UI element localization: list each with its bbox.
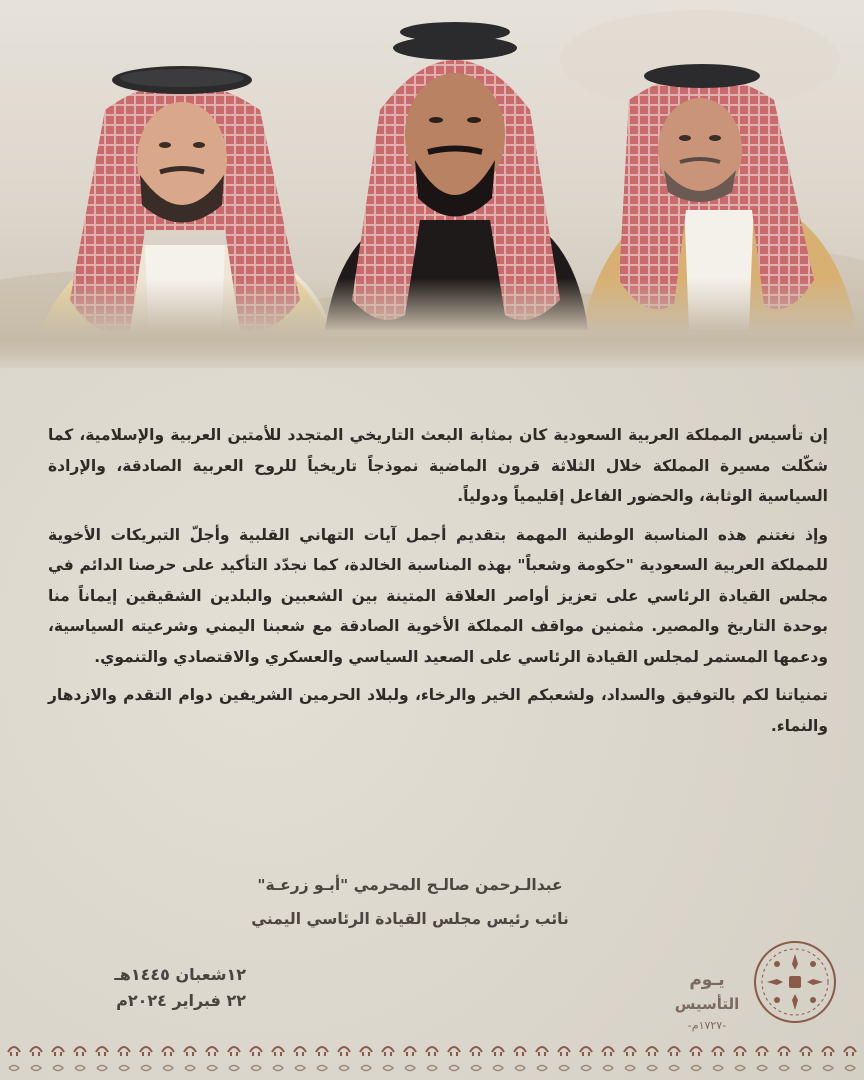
signatory-name: عبدالـرحمن صالـح المحرمي "أبـو زرعـة" xyxy=(257,876,563,894)
border-motif xyxy=(514,1047,526,1071)
border-motif xyxy=(448,1047,460,1071)
border-motif xyxy=(360,1047,372,1071)
border-motif xyxy=(492,1047,504,1071)
signatory-title: نائب رئيس مجلس القيادة الرئاسي اليمني xyxy=(251,910,569,928)
border-motif xyxy=(74,1047,86,1071)
border-motif xyxy=(558,1047,570,1071)
border-motif xyxy=(140,1047,152,1071)
border-motif xyxy=(316,1047,328,1071)
border-motif xyxy=(602,1047,614,1071)
border-motif xyxy=(624,1047,636,1071)
border-motif xyxy=(404,1047,416,1071)
border-motif xyxy=(426,1047,438,1071)
leaders-portrait-banner xyxy=(0,0,864,368)
border-motif xyxy=(712,1047,724,1071)
hijri-date: ١٢شعبان ١٤٤٥هـ xyxy=(114,965,246,984)
border-motif xyxy=(382,1047,394,1071)
border-motif xyxy=(756,1047,768,1071)
founding-day-seal-icon xyxy=(753,940,837,1024)
border-motif xyxy=(272,1047,284,1071)
letter-paragraph-3: تمنياتنا لكم بالتوفيق والسداد، ولشعبكم الخير والرخاء، ولبلاد الحرمين الشريفين دوام التقدم والازدهار والنماء. xyxy=(48,686,828,735)
border-motif xyxy=(668,1047,680,1071)
border-motif xyxy=(338,1047,350,1071)
border-motif xyxy=(690,1047,702,1071)
border-motif xyxy=(162,1047,174,1071)
border-motif xyxy=(822,1047,834,1071)
svg-text:التأسيس: التأسيس xyxy=(674,995,740,1013)
border-motif xyxy=(206,1047,218,1071)
border-motif xyxy=(294,1047,306,1071)
border-motif xyxy=(184,1047,196,1071)
border-motif xyxy=(8,1047,20,1071)
border-motif xyxy=(250,1047,262,1071)
border-motif xyxy=(536,1047,548,1071)
border-motif xyxy=(52,1047,64,1071)
letter-paragraph-2: وإذ نغتنم هذه المناسبة الوطنية المهمة بتقديم أجمل آيات التهاني القلبية وأجلّ التبريكات الأخوية للمملكة العربية السعودية "حكومة وشعباً" بهذه المناسبة الخالدة، كما نجدّد التأكيد على حرصنا الدائم في مجلس القيادة الرئاسي على تعزيز أواصر العلاقة المتينة بين الشعبين والبلدين الشقيقين إيماناً منا بوحدة التاريخ والمصير. مثمنين مواقف المملكة الأخوية الصادقة مع شعبنا اليمني وشرعيته السياسية، ودعمها المستمر لمجلس القيادة الرئاسي على الصعيد السياسي والعسكري والاقتصادي والتنموي. xyxy=(48,525,828,666)
border-motif xyxy=(228,1047,240,1071)
founding-day-wordmark xyxy=(668,965,746,1035)
date-block xyxy=(56,962,246,1014)
letter-body xyxy=(48,420,828,749)
letter-paragraph-1: إن تأسيس المملكة العربية السعودية كان بمثابة البعث التاريخي المتجدد للأمتين العربية والإسلامية، كما شكّلت مسيرة المملكة خلال الثلاثة قرون الماضية نموذجاً تاريخياً للروح العربية الصادقة، والإرادة السياسية الوثابة، والحضور الفاعل إقليمياً ودولياً. xyxy=(48,426,828,505)
signature-block xyxy=(180,868,640,936)
border-motif xyxy=(118,1047,130,1071)
decorative-footer-border xyxy=(0,1036,864,1080)
border-motif xyxy=(646,1047,658,1071)
svg-text:-١٧٢٧م-: -١٧٢٧م- xyxy=(687,1019,727,1032)
svg-text:يـوم: يـوم xyxy=(689,970,725,990)
border-motif xyxy=(844,1047,856,1071)
border-motif xyxy=(734,1047,746,1071)
border-motif xyxy=(778,1047,790,1071)
border-motif xyxy=(580,1047,592,1071)
border-motif xyxy=(30,1047,42,1071)
gregorian-date: ٢٢ فبراير ٢٠٢٤م xyxy=(116,991,246,1010)
border-motif xyxy=(800,1047,812,1071)
border-motif xyxy=(96,1047,108,1071)
border-motif xyxy=(470,1047,482,1071)
